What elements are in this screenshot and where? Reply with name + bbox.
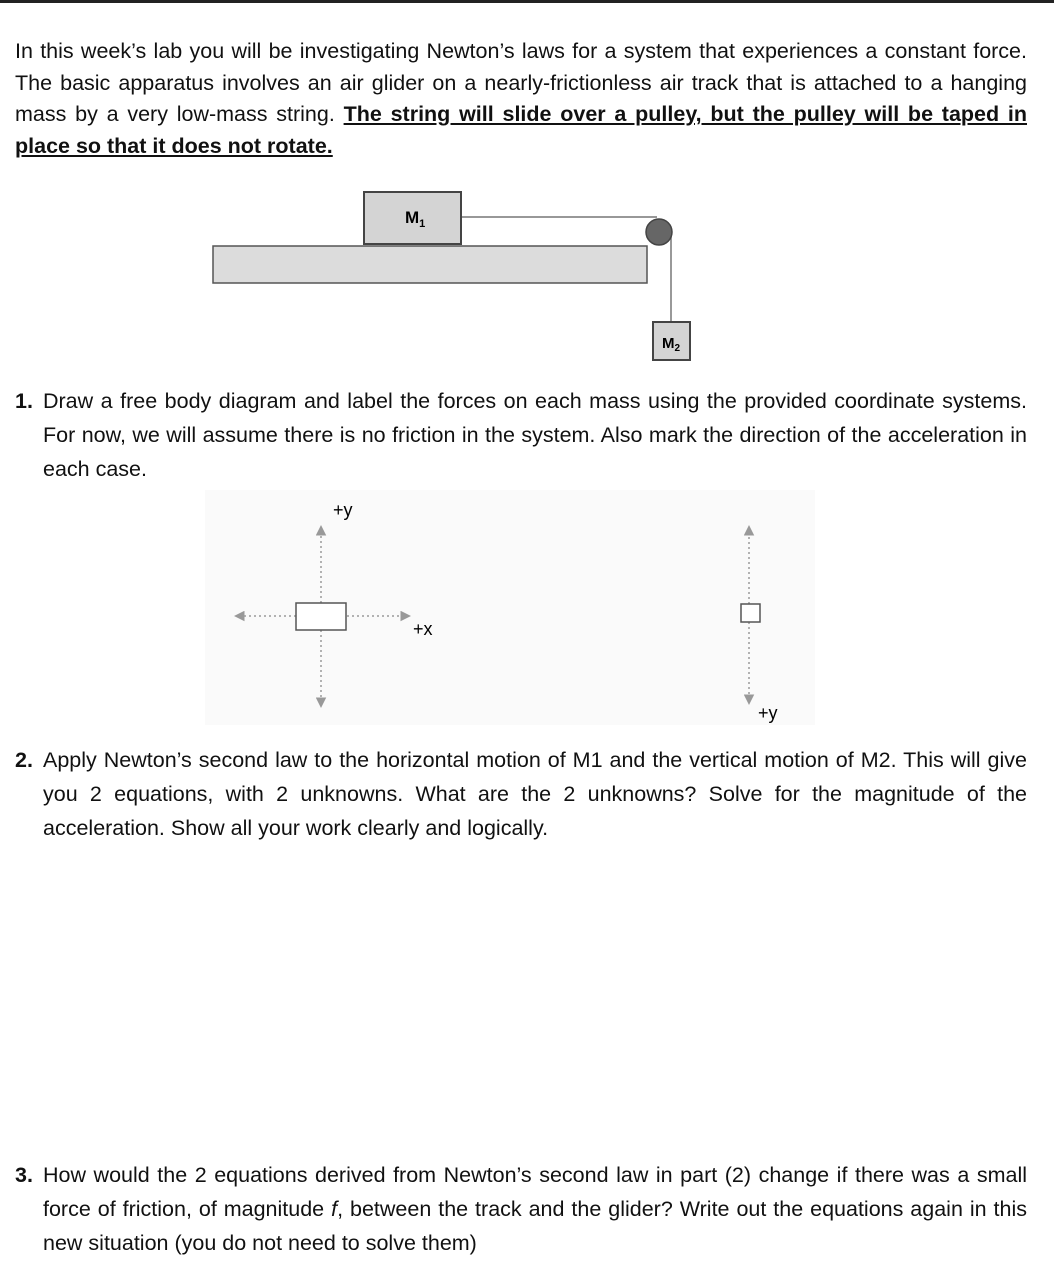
m1-y-axis-label: +y xyxy=(333,500,353,520)
m2-box xyxy=(741,604,760,622)
m2-label: $M_2$ xyxy=(662,335,681,354)
question-number: 1. xyxy=(15,389,33,413)
m2-y-axis-label: +y xyxy=(758,703,778,723)
question-text: Draw a free body diagram and label the forces on each mass using the provided coordinate systems. For now, we will assume there is no friction in the system. Also mark the direction of the acceleration in each case. xyxy=(43,389,1027,481)
intro-text: In this week’s lab you will be investigating Newton’s laws for a system that experiences a constant force. The basic apparatus involves an air glider on a nearly-frictionless air track that is attached to a hanging mass by a very low-mass string. xyxy=(15,39,1027,126)
question-1 xyxy=(15,384,1027,486)
air-track xyxy=(213,246,647,283)
pulley xyxy=(646,219,672,245)
m1-label: $M_1$ xyxy=(405,208,426,230)
friction-symbol: f xyxy=(331,1197,338,1221)
question-number: 2. xyxy=(15,748,33,772)
question-3 xyxy=(15,1158,1027,1260)
m1-box xyxy=(296,603,346,630)
question-text: How would the 2 equations derived from Newton’s second law in part (2) change if there was a small force of friction, of magnitude f, between the track and the glider? Write out the equations again in this new situation (you do not need to solve them) xyxy=(43,1163,1027,1255)
question-text: Apply Newton’s second law to the horizontal motion of M1 and the vertical motion of M2. This will give you 2 equations, with 2 unknowns. What are the 2 unknowns? Solve for the magnitude of the acceleration. Show all your work clearly and logically. xyxy=(43,748,1027,840)
free-body-diagrams xyxy=(0,490,1054,740)
question-2 xyxy=(15,743,1027,845)
m1-x-axis-label: +x xyxy=(413,619,433,639)
question-number: 3. xyxy=(15,1163,33,1187)
apparatus-diagram xyxy=(0,0,1054,380)
intro-emphasis: The string will slide over a pulley, but the pulley will be taped in place so that it does not rotate. xyxy=(15,102,1027,158)
